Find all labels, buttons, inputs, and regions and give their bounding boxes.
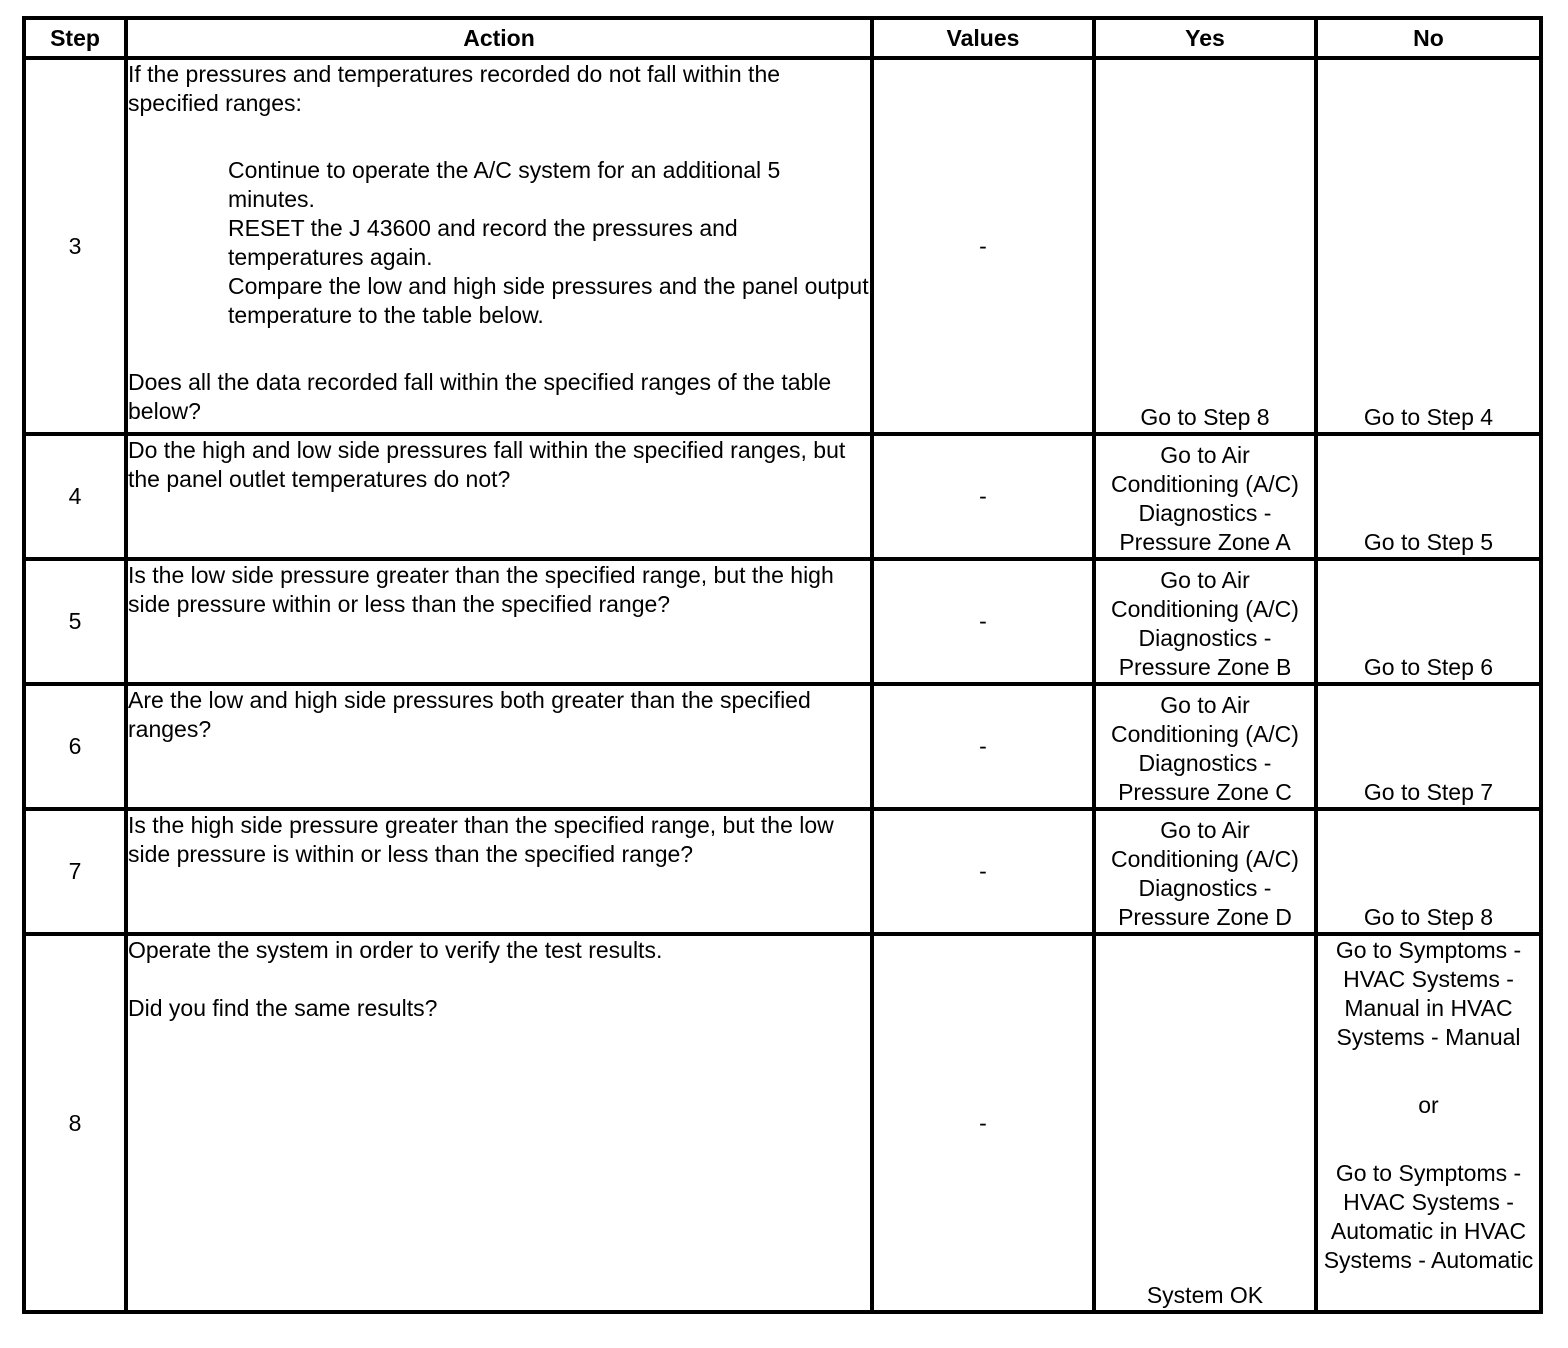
action-substeps [128,147,870,339]
no-cell: Go to Step 7 [1316,684,1541,809]
action-line: Operate the system in order to verify the test results. [128,937,663,963]
step-number: 4 [24,434,126,559]
no-option-manual: Go to Symptoms - HVAC Systems - Manual in HVAC Systems - Manual [1335,937,1522,1050]
yes-cell: Go to Air Conditioning (A/C) Diagnostics - Pressure Zone A [1094,434,1316,559]
action-question: Does all the data recorded fall within the specified ranges of the table below? [128,369,832,424]
no-option-automatic: Go to Symptoms - HVAC Systems - Automatic in HVAC Systems - Automatic [1323,1160,1534,1273]
values-cell: - [872,684,1094,809]
action-cell: Is the high side pressure greater than the specified range, but the low side pressure is within or less than the specified range? [126,809,872,934]
step-number: 7 [24,809,126,934]
yes-cell: Go to Air Conditioning (A/C) Diagnostics - Pressure Zone B [1094,559,1316,684]
table-row [24,559,1541,684]
values-cell: - [872,434,1094,559]
diagnostic-table [22,16,1543,1314]
action-substep: Compare the low and high side pressures and the panel output temperature to the table below. [228,273,869,328]
action-cell [126,58,872,434]
header-values: Values [872,18,1094,58]
no-cell: Go to Step 5 [1316,434,1541,559]
header-yes: Yes [1094,18,1316,58]
step-number: 5 [24,559,126,684]
values-cell: - [872,58,1094,434]
table-row [24,58,1541,434]
action-substep: Continue to operate the A/C system for an additional 5 minutes. [228,157,781,212]
values-cell: - [872,934,1094,1312]
table-row [24,684,1541,809]
table-row [24,434,1541,559]
table-row [24,809,1541,934]
step-number: 8 [24,934,126,1312]
action-cell: Is the low side pressure greater than the specified range, but the high side pressure within or less than the specified range? [126,559,872,684]
action-cell: Do the high and low side pressures fall within the specified ranges, but the panel outlet temperatures do not? [126,434,872,559]
step-number: 6 [24,684,126,809]
action-substep: RESET the J 43600 and record the pressures and temperatures again. [228,215,738,270]
action-question: Did you find the same results? [128,995,438,1021]
table-row [24,934,1541,1312]
header-no: No [1316,18,1541,58]
header-step: Step [24,18,126,58]
yes-cell: System OK [1094,934,1316,1312]
header-action: Action [126,18,872,58]
no-cell [1316,934,1541,1312]
action-intro: If the pressures and temperatures recorded do not fall within the specified ranges: [128,61,781,116]
header-row [24,18,1541,58]
yes-cell: Go to Step 8 [1094,58,1316,434]
yes-cell: Go to Air Conditioning (A/C) Diagnostics - Pressure Zone D [1094,809,1316,934]
step-number: 3 [24,58,126,434]
no-cell: Go to Step 6 [1316,559,1541,684]
action-cell: Are the low and high side pressures both greater than the specified ranges? [126,684,872,809]
no-cell: Go to Step 8 [1316,809,1541,934]
no-or-separator: or [1418,1092,1439,1118]
values-cell: - [872,559,1094,684]
action-cell [126,934,872,1312]
no-cell: Go to Step 4 [1316,58,1541,434]
yes-cell: Go to Air Conditioning (A/C) Diagnostics - Pressure Zone C [1094,684,1316,809]
values-cell: - [872,809,1094,934]
